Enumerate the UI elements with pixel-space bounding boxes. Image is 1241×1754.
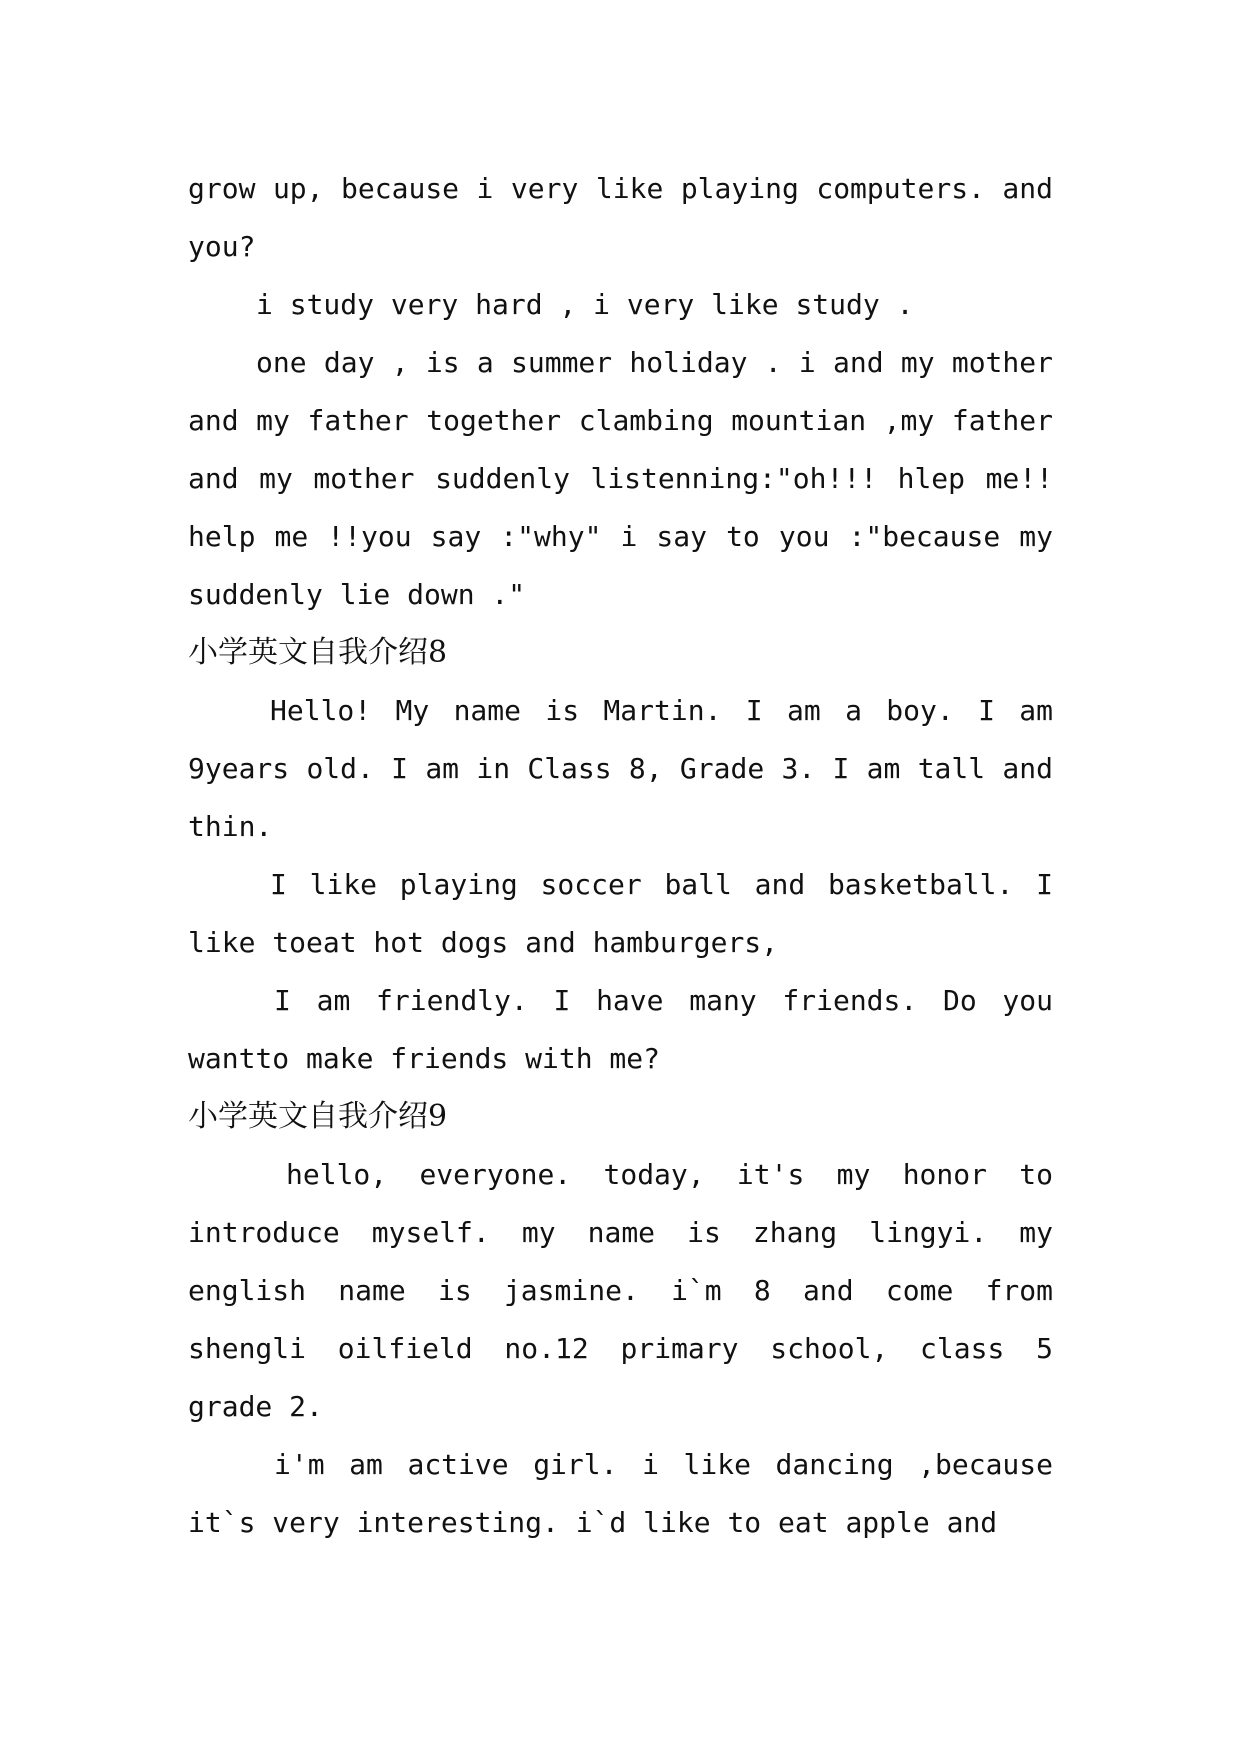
section-heading-8: 小学英文自我介绍8 [188,635,448,670]
paragraph-grow-up: grow up, because i very like playing computers. and you? [188,172,1053,263]
paragraph-jasmine-intro: hello, everyone. today, it's my honor to introduce myself. my name is zhang lingyi. my english name is jasmine. i`m 8 and come from shengli oilfield no.12 primary school, class 5 grade 2. [188,1158,1053,1423]
paragraph-study: i study very hard , i very like study . [256,288,914,321]
paragraph-one-day: one day , is a summer holiday . i and my mother and my father together clambing mountian ,my father and my mother suddenly listenning:"oh!!! hlep me!! help me !!you say :"why" i say to you :"because my suddenly lie down ." [188,346,1053,611]
document-page [188,160,1053,1552]
paragraph-martin-friendly: I am friendly. I have many friends. Do you wantto make friends with me? [188,984,1053,1075]
paragraph-jasmine-likes: i'm am active girl. i like dancing ,because it`s very interesting. i`d like to eat apple and [188,1448,1053,1539]
section-heading-9: 小学英文自我介绍9 [188,1099,448,1134]
paragraph-martin-likes: I like playing soccer ball and basketball. I like toeat hot dogs and hamburgers, [188,868,1053,959]
paragraph-martin-intro: Hello! My name is Martin. I am a boy. I am 9years old. I am in Class 8, Grade 3. I am tall and thin. [188,694,1053,843]
